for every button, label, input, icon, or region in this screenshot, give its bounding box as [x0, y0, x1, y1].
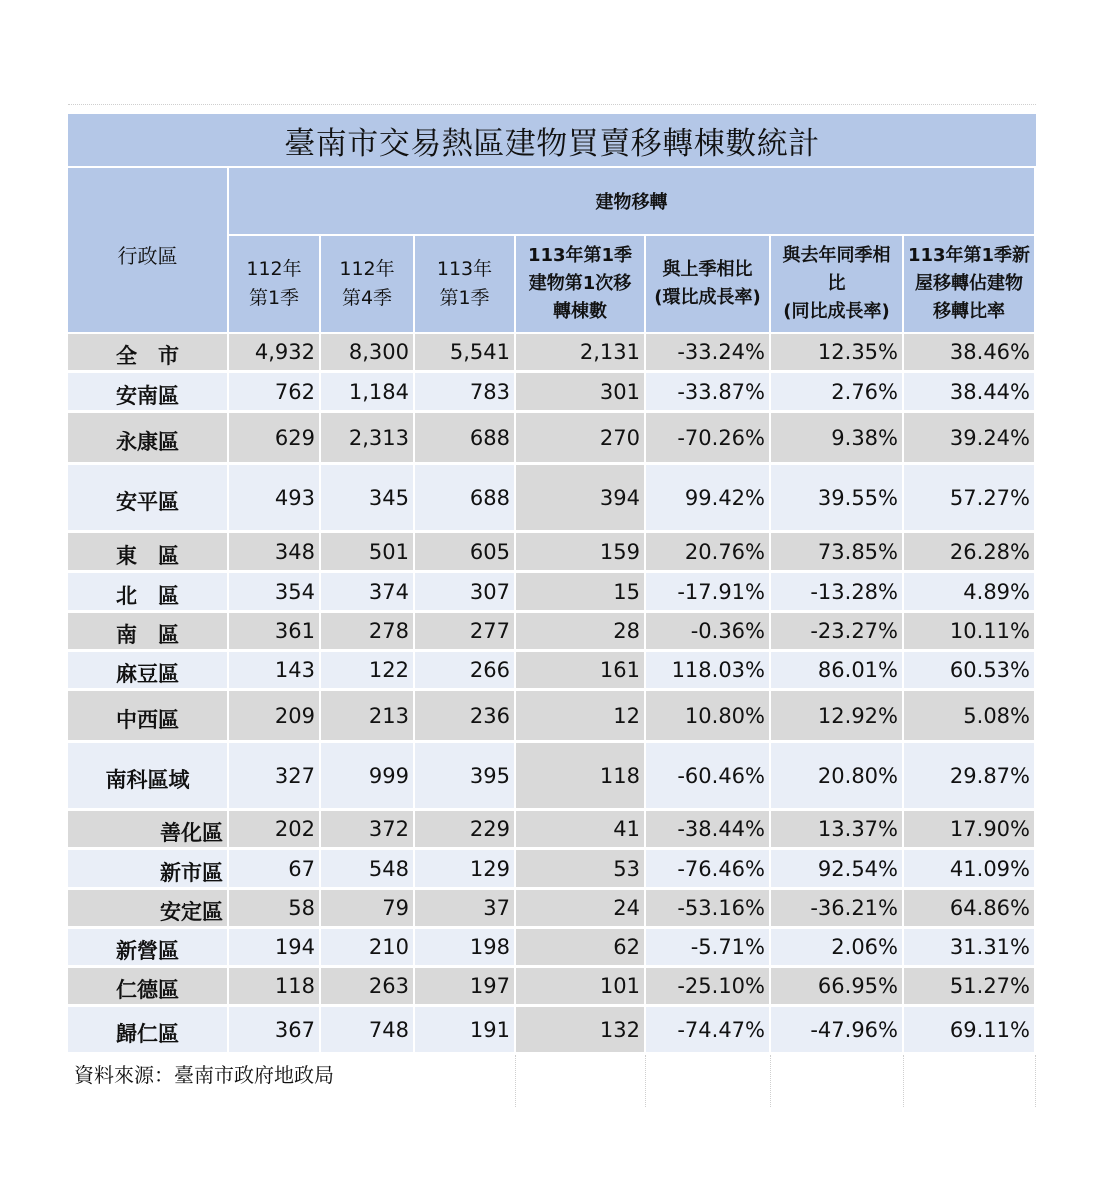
cell-new-house-ratio: 41.09%	[904, 850, 1036, 890]
cell-yoy-growth: 66.95%	[771, 968, 904, 1007]
table-row	[68, 613, 1036, 652]
district-name: 善化區	[68, 811, 229, 850]
cell-first-transfer: 159	[516, 533, 646, 573]
cell-q4-2023: 748	[321, 1007, 415, 1055]
cell-q1-2024: 37	[415, 890, 516, 929]
cell-first-transfer: 301	[516, 373, 646, 413]
cell-q1-2023: 209	[229, 691, 321, 743]
cell-qoq-growth: 118.03%	[646, 652, 771, 691]
new-house-ratio-header	[904, 236, 1036, 334]
cell-yoy-growth: 39.55%	[771, 465, 904, 533]
cell-first-transfer: 41	[516, 811, 646, 850]
transfer-statistics-table	[68, 114, 1036, 1107]
yoy-growth-header	[771, 236, 904, 334]
cell-q4-2023: 2,313	[321, 413, 415, 465]
header-line: 113年第1季新	[907, 245, 1031, 266]
data-source-note: 資料來源：臺南市政府地政局	[68, 1055, 516, 1107]
cell-first-transfer: 12	[516, 691, 646, 743]
cell-q4-2023: 999	[321, 743, 415, 811]
table-row	[68, 929, 1036, 968]
cell-qoq-growth: -70.26%	[646, 413, 771, 465]
cell-q1-2023: 118	[229, 968, 321, 1007]
cell-q4-2023: 1,184	[321, 373, 415, 413]
cell-yoy-growth: 13.37%	[771, 811, 904, 850]
cell-first-transfer: 161	[516, 652, 646, 691]
cell-q1-2023: 143	[229, 652, 321, 691]
cell-first-transfer: 2,131	[516, 334, 646, 373]
cell-yoy-growth: 2.06%	[771, 929, 904, 968]
cell-new-house-ratio: 64.86%	[904, 890, 1036, 929]
cell-first-transfer: 394	[516, 465, 646, 533]
cell-q4-2023: 8,300	[321, 334, 415, 373]
table-row	[68, 811, 1036, 850]
cell-first-transfer: 270	[516, 413, 646, 465]
cell-q4-2023: 263	[321, 968, 415, 1007]
table-row	[68, 533, 1036, 573]
cell-q1-2023: 762	[229, 373, 321, 413]
cell-first-transfer: 28	[516, 613, 646, 652]
district-name: 新市區	[68, 850, 229, 890]
district-name: 安南區	[68, 373, 229, 413]
cell-new-house-ratio: 69.11%	[904, 1007, 1036, 1055]
header-line: 113年	[436, 258, 493, 280]
table-row	[68, 968, 1036, 1007]
building-transfer-group-header: 建物移轉	[229, 168, 1036, 236]
cell-new-house-ratio: 31.31%	[904, 929, 1036, 968]
header-line: 113年第1季	[527, 245, 633, 266]
cell-yoy-growth: 86.01%	[771, 652, 904, 691]
cell-q4-2023: 345	[321, 465, 415, 533]
cell-new-house-ratio: 26.28%	[904, 533, 1036, 573]
header-line: 第4季	[341, 287, 393, 309]
district-name: 北 區	[68, 573, 229, 613]
cell-yoy-growth: 92.54%	[771, 850, 904, 890]
cell-qoq-growth: 99.42%	[646, 465, 771, 533]
table-row	[68, 573, 1036, 613]
table-row	[68, 652, 1036, 691]
header-line: 比	[827, 273, 846, 294]
cell-yoy-growth: -47.96%	[771, 1007, 904, 1055]
cell-first-transfer: 15	[516, 573, 646, 613]
cell-q1-2023: 327	[229, 743, 321, 811]
cell-q1-2024: 783	[415, 373, 516, 413]
cell-q4-2023: 374	[321, 573, 415, 613]
cell-new-house-ratio: 57.27%	[904, 465, 1036, 533]
table-row	[68, 465, 1036, 533]
source-row	[68, 1055, 1036, 1107]
cell-qoq-growth: -33.87%	[646, 373, 771, 413]
district-name: 東 區	[68, 533, 229, 573]
district-name: 中西區	[68, 691, 229, 743]
cell-new-house-ratio: 60.53%	[904, 652, 1036, 691]
table-row	[68, 413, 1036, 465]
cell-q4-2023: 548	[321, 850, 415, 890]
cell-q1-2023: 367	[229, 1007, 321, 1055]
cell-q1-2023: 493	[229, 465, 321, 533]
cell-q1-2024: 395	[415, 743, 516, 811]
header-line: 與去年同季相	[782, 245, 891, 266]
header-line: 轉棟數	[553, 301, 607, 322]
district-name: 永康區	[68, 413, 229, 465]
cell-q1-2024: 229	[415, 811, 516, 850]
cell-first-transfer: 24	[516, 890, 646, 929]
first-transfer-header	[516, 236, 646, 334]
cell-qoq-growth: 20.76%	[646, 533, 771, 573]
cell-first-transfer: 53	[516, 850, 646, 890]
cell-q1-2024: 5,541	[415, 334, 516, 373]
cell-q4-2023: 372	[321, 811, 415, 850]
cell-q4-2023: 210	[321, 929, 415, 968]
sheet-gridline	[68, 104, 1036, 113]
cell-qoq-growth: -33.24%	[646, 334, 771, 373]
district-name: 安定區	[68, 890, 229, 929]
cell-q1-2024: 198	[415, 929, 516, 968]
cell-q1-2023: 361	[229, 613, 321, 652]
cell-yoy-growth: 12.92%	[771, 691, 904, 743]
cell-q4-2023: 501	[321, 533, 415, 573]
empty-cell	[516, 1055, 646, 1107]
district-name: 全 市	[68, 334, 229, 373]
cell-q4-2023: 79	[321, 890, 415, 929]
empty-cell	[646, 1055, 771, 1107]
cell-qoq-growth: -5.71%	[646, 929, 771, 968]
cell-new-house-ratio: 29.87%	[904, 743, 1036, 811]
header-line: 屋移轉佔建物	[915, 273, 1023, 294]
cell-new-house-ratio: 38.44%	[904, 373, 1036, 413]
q1-2024-header	[415, 236, 516, 334]
header-line: 第1季	[439, 287, 490, 309]
district-name: 新營區	[68, 929, 229, 968]
cell-q1-2023: 629	[229, 413, 321, 465]
table-row	[68, 850, 1036, 890]
header-line: 112年	[246, 258, 302, 280]
district-name: 南科區域	[68, 743, 229, 811]
cell-q1-2024: 688	[415, 465, 516, 533]
table-row	[68, 373, 1036, 413]
cell-q1-2024: 236	[415, 691, 516, 743]
q4-2023-header	[321, 236, 415, 334]
cell-q1-2023: 194	[229, 929, 321, 968]
statistics-sheet	[68, 114, 1036, 1107]
cell-yoy-growth: 73.85%	[771, 533, 904, 573]
cell-q1-2024: 191	[415, 1007, 516, 1055]
cell-yoy-growth: -23.27%	[771, 613, 904, 652]
table-row	[68, 691, 1036, 743]
header-line: 移轉比率	[933, 301, 1005, 322]
cell-q1-2024: 197	[415, 968, 516, 1007]
cell-q1-2024: 266	[415, 652, 516, 691]
table-row	[68, 1007, 1036, 1055]
cell-qoq-growth: -0.36%	[646, 613, 771, 652]
cell-first-transfer: 62	[516, 929, 646, 968]
header-line: 與上季相比	[662, 259, 753, 280]
cell-yoy-growth: 20.80%	[771, 743, 904, 811]
district-name: 南 區	[68, 613, 229, 652]
header-line: 112年	[339, 258, 395, 280]
cell-q1-2024: 605	[415, 533, 516, 573]
district-name: 麻豆區	[68, 652, 229, 691]
cell-new-house-ratio: 38.46%	[904, 334, 1036, 373]
cell-new-house-ratio: 39.24%	[904, 413, 1036, 465]
district-name: 歸仁區	[68, 1007, 229, 1055]
cell-q1-2023: 67	[229, 850, 321, 890]
cell-yoy-growth: -13.28%	[771, 573, 904, 613]
table-row	[68, 890, 1036, 929]
cell-q1-2023: 4,932	[229, 334, 321, 373]
cell-new-house-ratio: 5.08%	[904, 691, 1036, 743]
cell-qoq-growth: -53.16%	[646, 890, 771, 929]
cell-yoy-growth: -36.21%	[771, 890, 904, 929]
district-name: 安平區	[68, 465, 229, 533]
cell-q4-2023: 278	[321, 613, 415, 652]
cell-new-house-ratio: 17.90%	[904, 811, 1036, 850]
table-row	[68, 743, 1036, 811]
empty-cell	[771, 1055, 904, 1107]
cell-q1-2024: 129	[415, 850, 516, 890]
cell-qoq-growth: -74.47%	[646, 1007, 771, 1055]
cell-q4-2023: 213	[321, 691, 415, 743]
cell-new-house-ratio: 51.27%	[904, 968, 1036, 1007]
empty-cell	[904, 1055, 1036, 1107]
cell-q1-2023: 202	[229, 811, 321, 850]
cell-q1-2024: 688	[415, 413, 516, 465]
admin-district-header: 行政區	[68, 168, 229, 334]
cell-q1-2024: 277	[415, 613, 516, 652]
header-line: (環比成長率)	[654, 287, 761, 308]
cell-qoq-growth: -25.10%	[646, 968, 771, 1007]
cell-q4-2023: 122	[321, 652, 415, 691]
table-row	[68, 334, 1036, 373]
cell-qoq-growth: -38.44%	[646, 811, 771, 850]
cell-qoq-growth: -76.46%	[646, 850, 771, 890]
qoq-growth-header	[646, 236, 771, 334]
cell-q1-2023: 58	[229, 890, 321, 929]
table-title: 臺南市交易熱區建物買賣移轉棟數統計	[68, 114, 1036, 168]
cell-qoq-growth: -17.91%	[646, 573, 771, 613]
header-line: 第1季	[248, 287, 300, 309]
cell-q1-2023: 354	[229, 573, 321, 613]
cell-first-transfer: 101	[516, 968, 646, 1007]
cell-q1-2024: 307	[415, 573, 516, 613]
cell-qoq-growth: 10.80%	[646, 691, 771, 743]
cell-qoq-growth: -60.46%	[646, 743, 771, 811]
cell-new-house-ratio: 10.11%	[904, 613, 1036, 652]
cell-yoy-growth: 12.35%	[771, 334, 904, 373]
q1-2023-header	[229, 236, 321, 334]
cell-new-house-ratio: 4.89%	[904, 573, 1036, 613]
cell-q1-2023: 348	[229, 533, 321, 573]
cell-yoy-growth: 9.38%	[771, 413, 904, 465]
header-line: 建物第1次移	[528, 273, 632, 294]
cell-yoy-growth: 2.76%	[771, 373, 904, 413]
district-name: 仁德區	[68, 968, 229, 1007]
header-line: (同比成長率)	[783, 301, 890, 322]
cell-first-transfer: 118	[516, 743, 646, 811]
cell-first-transfer: 132	[516, 1007, 646, 1055]
